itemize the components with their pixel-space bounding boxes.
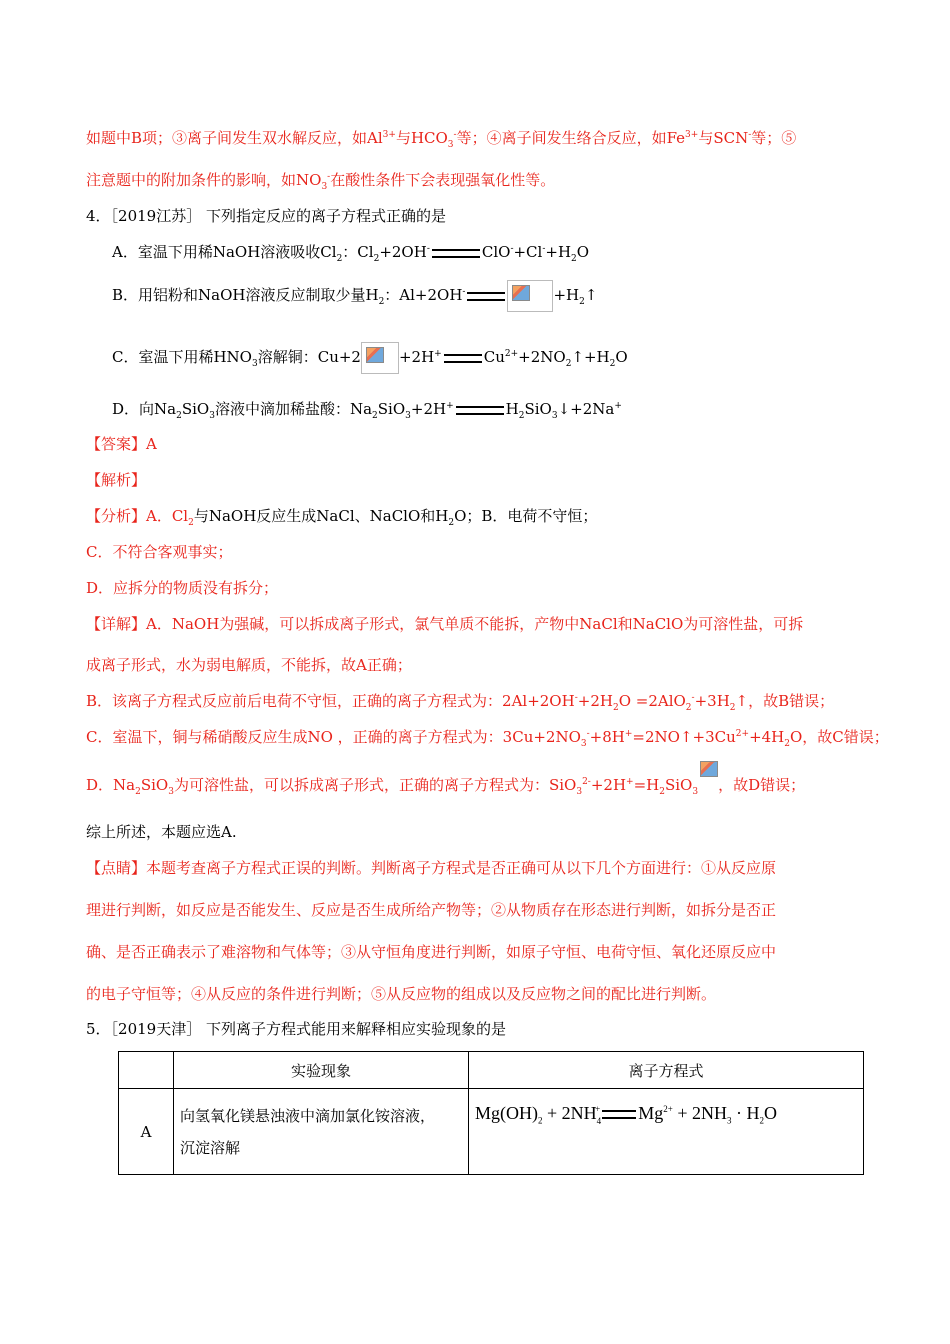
- detail-line-5: D．$Na_2SiO_3$为可溶性盐，可以拆成离子形式，正确的离子方程式为：$SiO_3^{2-}+2H^+=H_2SiO_3$ ，故D错误；: [86, 775, 805, 795]
- question-4-title: 4．［2019江苏］ 下列指定反应的离子方程式正确的是: [86, 207, 446, 225]
- equals-sign: [467, 292, 505, 301]
- formula-image-icon: [361, 342, 399, 374]
- table-header-cell: [119, 1052, 174, 1089]
- q4-option-b: B．用铝粉和NaOH溶液反应制取少量$H_2$：Al+2OH- $+H_2↑$: [112, 280, 597, 312]
- table-header-cell: 实验现象: [174, 1052, 469, 1089]
- summary-line: 综上所述，本题应选A.: [86, 823, 237, 841]
- ion-equation: $Mg(OH)_2 + 2NH_4^+$ $Mg^{2+} + 2NH_3 \cdot H_2O$: [475, 1103, 777, 1126]
- dianjing-line-1: 【点睛】本题考查离子方程式正误的判断。判断离子方程式是否正确可从以下几个方面进行：①从反应原: [86, 859, 777, 877]
- table-header-row: [119, 1052, 864, 1089]
- phenomenon-cell: [174, 1089, 469, 1175]
- dianjing-line-4: 的电子守恒等；④从反应的条件进行判断；⑤从反应物的组成以及反应物之间的配比进行判断。: [86, 985, 717, 1003]
- equals-sign: [444, 354, 482, 363]
- question-5-title: 5．［2019天津］ 下列离子方程式能用来解释相应实验现象的是: [86, 1020, 506, 1038]
- q4-option-d: D．向$Na_2SiO_3$溶液中滴加稀盐酸：$Na_2SiO_3+2H^+$ $H_2SiO_3↓+2Na^+$: [112, 400, 622, 421]
- intro-line-2: 注意题中的附加条件的影响，如$NO_3^-$在酸性条件下会表现强氧化性等。: [86, 171, 556, 192]
- fenxi-line-1: 【分析】A．$Cl_2$与NaOH反应生成NaCl、NaClO和$H_2O$；B．电荷不守恒；: [86, 507, 598, 528]
- dianjing-line-2: 理进行判断，如反应是否能发生、反应是否生成所给产物等；②从物质存在形态进行判断，如拆分是否正: [86, 901, 777, 919]
- detail-line-1: 【详解】A．NaOH为强碱，可以拆成离子形式，氯气单质不能拆，产物中NaCl和NaClO为可溶性盐，可拆: [86, 615, 804, 633]
- experiment-table: [118, 1051, 864, 1175]
- q4-option-a: A．室温下用稀NaOH溶液吸收$Cl_2$：$Cl_2+2OH^-$ $ClO^-+Cl^-+H_2O$: [112, 243, 590, 264]
- detail-line-3: B．该离子方程式反应前后电荷不守恒，正确的离子方程式为：$2Al+2OH^-+2H_2O$ $=2AlO_2^-+3H_2↑$，故B错误；: [86, 692, 835, 713]
- phenomenon-text: 向氢氧化镁悬浊液中滴加氯化铵溶液，: [180, 1106, 436, 1125]
- fenxi-line-3: D．应拆分的物质没有拆分；: [86, 579, 279, 597]
- row-label: A: [119, 1089, 174, 1175]
- fenxi-line-2: C．不符合客观事实；: [86, 543, 233, 561]
- q4-option-c: C．室温下用稀$HNO_3$溶解铜：Cu+2 +2H+ $Cu^{2+}+2NO_2↑+H_2O$: [112, 342, 628, 374]
- answer-label: 【答案】A: [86, 435, 157, 453]
- detail-line-2: 成离子形式，水为弱电解质，不能拆，故A正确；: [86, 656, 412, 674]
- formula-image-icon: [698, 759, 718, 781]
- formula-image-icon: [507, 280, 553, 312]
- equals-sign: [432, 249, 480, 258]
- phenomenon-text: 沉淀溶解: [180, 1138, 241, 1157]
- ion-equation-cell: [469, 1089, 864, 1175]
- analysis-label: 【解析】: [86, 471, 147, 489]
- table-header-cell: 离子方程式: [469, 1052, 864, 1089]
- equals-sign: [456, 406, 504, 415]
- equals-sign: [602, 1110, 636, 1119]
- detail-line-4: C．室温下，铜与稀硝酸反应生成NO ，正确的离子方程式为：$3Cu+2NO_3^-+8H^+=2NO↑+3Cu^{2+}+4H_2O$，故C错误；: [86, 728, 889, 749]
- table-row: [119, 1089, 864, 1175]
- intro-line-1: 如题中B项；③离子间发生双水解反应，如$Al^{3+}$与$HCO_3^-$等；④离子间发生络合反应，如$Fe^{3+}$与SCN-等；⑤: [86, 129, 797, 150]
- dianjing-line-3: 确、是否正确表示了难溶物和气体等；③从守恒角度进行判断，如原子守恒、电荷守恒、氧化还原反应中: [86, 943, 777, 961]
